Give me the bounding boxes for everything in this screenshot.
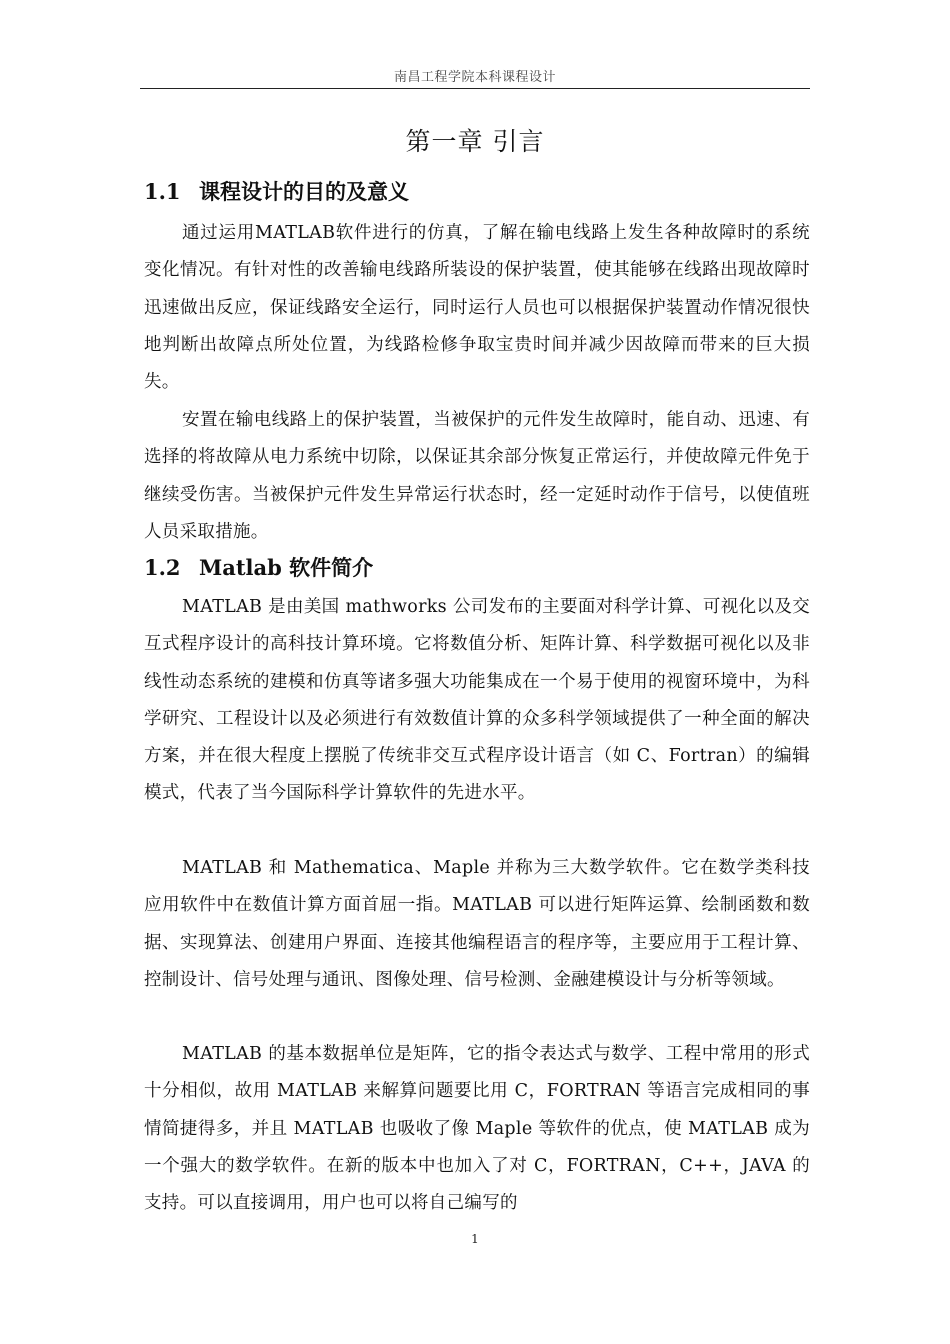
page-number: 1: [471, 1232, 479, 1246]
section-number: 1.2: [144, 555, 181, 580]
paragraph: MATLAB 是由美国 mathworks 公司发布的主要面对科学计算、可视化以及交互式程序设计的高科技计算环境。它将数值分析、矩阵计算、科学数据可视化以及非线性动态系统的建模和仿真等诸多强大功能集成在一个易于使用的视窗环境中，为科学研究、工程设计以及必须进行有效数值计算的众多科学领域提供了一种全面的解决方案，并在很大程度上摆脱了传统非交互式程序设计语言（如 C、Fortran）的编辑模式，代表了当今国际科学计算软件的先进水平。: [144, 597, 810, 804]
page-header: 南昌工程学院本科课程设计: [393, 70, 556, 85]
section-heading-1-2: [144, 552, 373, 582]
header-rule: [140, 88, 810, 89]
paragraph: MATLAB 和 Mathematica、Maple 并称为三大数学软件。它在数学类科技应用软件中在数值计算方面首屈一指。MATLAB 可以进行矩阵运算、绘制函数和数据、实现算法、创建用户界面、连接其他编程语言的程序等，主要应用于工程计算、控制设计、信号处理与通讯、图像处理、信号检测、金融建模设计与分析等领域。: [144, 858, 810, 990]
section-heading-1-1: [144, 176, 409, 206]
paragraph: 安置在输电线路上的保护装置，当被保护的元件发生故障时，能自动、迅速、有选择的将故障从电力系统中切除，以保证其余部分恢复正常运行，并使故障元件免于继续受伤害。当被保护元件发生异常运行状态时，经一定延时动作于信号，以使值班人员采取措施。: [144, 410, 810, 542]
section-title: 课程设计的目的及意义: [199, 179, 409, 204]
section-number: 1.1: [144, 179, 181, 204]
paragraph: MATLAB 的基本数据单位是矩阵，它的指令表达式与数学、工程中常用的形式十分相似，故用 MATLAB 来解算问题要比用 C，FORTRAN 等语言完成相同的事情简捷得多，并且 MATLAB 也吸收了像 Maple 等软件的优点，使 MATLAB 成为一个强大的数学软件。在新的版本中也加入了对 C，FORTRAN，C++，JAVA 的支持。可以直接调用，用户也可以将自己编写的: [144, 1044, 810, 1214]
paragraph: 通过运用MATLAB软件进行的仿真，了解在输电线路上发生各种故障时的系统变化情况。有针对性的改善输电线路所装设的保护装置，使其能够在线路出现故障时迅速做出反应，保证线路安全运行，同时运行人员也可以根据保护装置动作情况很快地判断出故障点所处位置，为线路检修争取宝贵时间并减少因故障而带来的巨大损失。: [144, 223, 810, 393]
chapter-title: 第一章 引言: [405, 127, 545, 156]
section-title: Matlab 软件简介: [199, 555, 374, 580]
